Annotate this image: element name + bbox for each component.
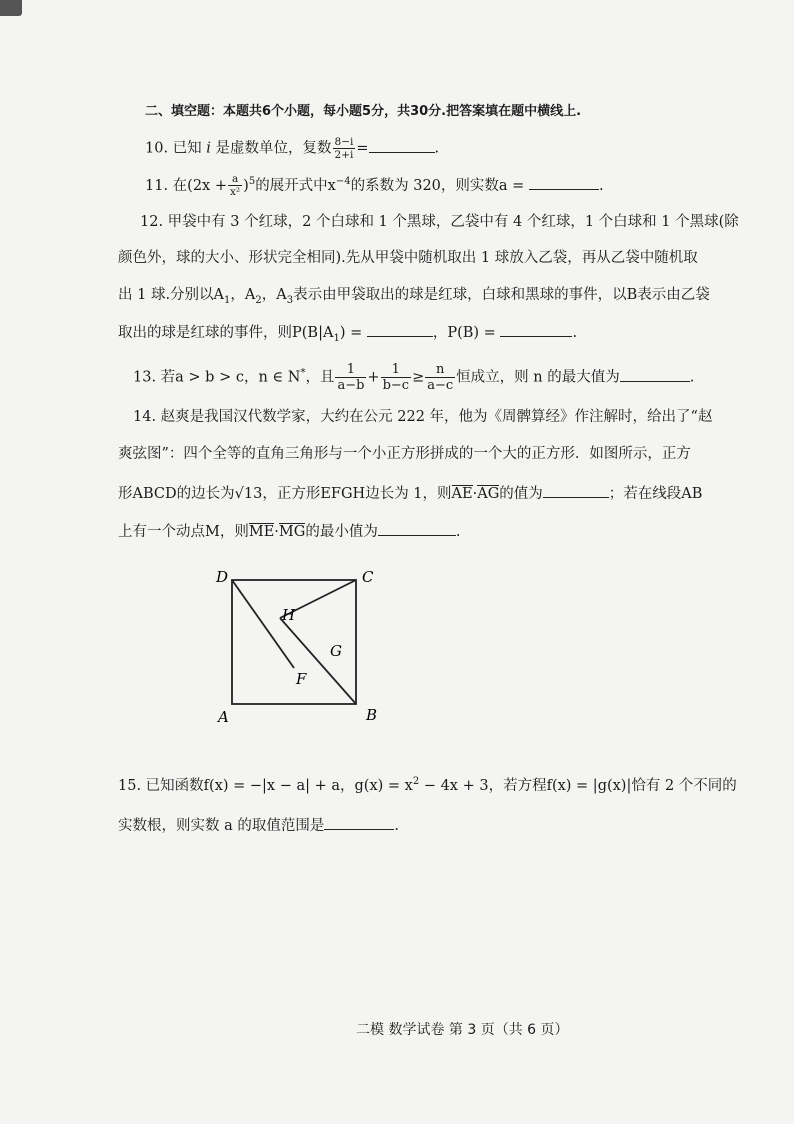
fraction-q13-3: $\frac{n}{a-c}$ [427,362,454,393]
label-c: C [362,568,374,586]
answer-blank-q13[interactable] [620,367,690,382]
fraction-q13-1: $\frac{1}{a-b}$ [337,362,365,393]
label-h: H [282,606,296,624]
zhao-shuang-diagram [200,560,400,730]
answer-blank-q12-1[interactable] [367,322,433,337]
answer-blank-q12-2[interactable] [500,322,572,337]
question-12-line-2: 颜色外，球的大小、形状完全相同).先从甲袋中随机取出 1 球放入乙袋，再从乙袋中随机取 [118,250,698,266]
question-12-line-4: 取出的球是红球的事件，则$P(B|A_1)$ = ，P(B) = . [118,322,577,349]
segment-bh [280,618,356,704]
label-a: A [218,708,229,726]
page-footer: 二模 数学试卷 第 3 页（共 6 页） [356,1022,569,1038]
question-12-line-3: 出 1 球.分别以$A_1$，$A_2$，$A_3$表示由甲袋取出的球是红球，白球和黑球的事件，以B表示由乙袋 [118,287,710,306]
fraction-q10: $\frac{8-i}{2+i}$ [334,136,354,161]
fraction-q13-2: $\frac{1}{b-c}$ [382,362,410,393]
question-12-line-1: 12. 甲袋中有 3 个红球，2 个白球和 1 个黑球，乙袋中有 4 个红球，1 个白球和 1 个黑球(除 [140,214,739,230]
question-10: 10. 已知 i 是虚数单位，复数 $\frac{8-i}{2+i}$ = . [145,136,440,161]
label-d: D [216,568,229,586]
question-11: 11. 在(2x + $\frac{a}{\text{x²}}$ )$^5$的展开式中$x^{-4}$的系数为 320，则实数a = . [145,173,604,199]
label-f: F [296,670,307,688]
label-b: B [366,706,378,724]
answer-blank-q10[interactable] [369,138,435,153]
question-14-line-1: 14. 赵爽是我国汉代数学家，大约在公元 222 年，他为《周髀算经》作注解时，给出了“赵 [133,409,713,425]
question-15-line-1: 15. 已知函数f(x) = −|x − a| + a，$g(x) = x^2 - 4x + 3$，若方程f(x) = |g(x)|恰有 2 个不同的 [118,776,737,794]
question-14-line-4: 上有一个动点M，则ME·MG的最小值为 . [118,521,460,542]
section-heading: 二、填空题：本题共6个小题，每小题5分，共30分.把答案填在题中横线上. [145,104,582,119]
label-g: G [330,642,342,660]
question-14-line-3: 形ABCD的边长为√13，正方形EFGH边长为 1，则AE·AG的值为 ；若在线段AB [118,483,702,504]
answer-blank-q15[interactable] [324,815,394,830]
answer-blank-q11[interactable] [529,175,599,190]
question-15-line-2: 实数根，则实数 a 的取值范围是 . [118,815,399,836]
answer-blank-q14-2[interactable] [378,521,456,536]
question-14-line-2: 爽弦图”：四个全等的直角三角形与一个小正方形拼成的一个大的正方形．如图所示，正方 [118,446,691,462]
question-13: 13. 若a > b > c，n ∈ N*，且 $\frac{1}{a-b}$ + $\frac{1}{b-c}$ ≥ $\frac{n}{a-c}$ 恒成立，则 n 的最大值为 . [133,362,695,393]
scan-corner-mark [0,0,22,16]
fraction-q11: $\frac{a}{\text{x²}}$ [230,173,241,199]
answer-blank-q14-1[interactable] [543,483,609,498]
